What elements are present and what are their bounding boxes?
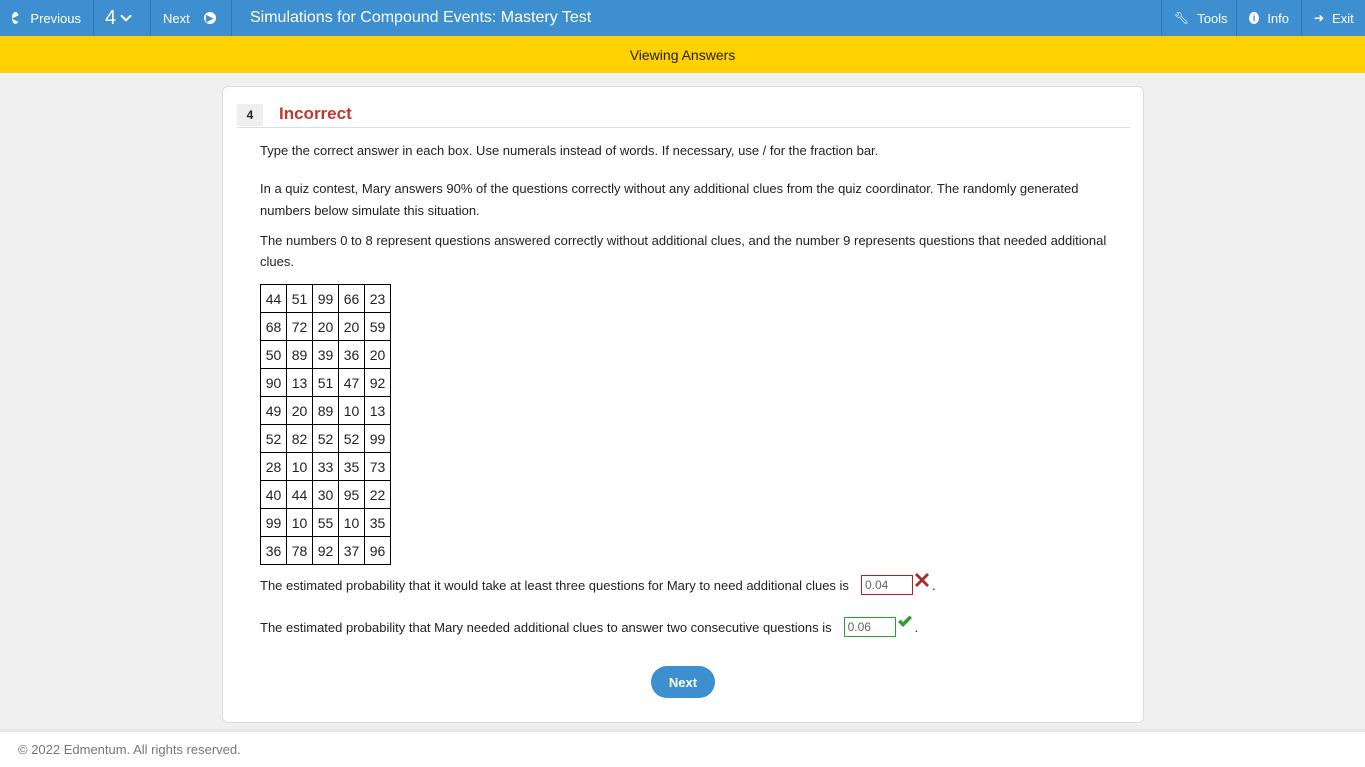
table-cell: 95 [339, 481, 365, 509]
question-header [237, 104, 1130, 128]
question-number: 4 [105, 6, 117, 29]
table-cell: 40 [261, 481, 287, 509]
table-row [261, 537, 391, 565]
page-title: Simulations for Compound Events: Mastery Test [250, 9, 592, 26]
table-cell: 52 [313, 425, 339, 453]
table-cell: 52 [261, 425, 287, 453]
table-cell: 20 [287, 397, 313, 425]
table-cell: 28 [261, 453, 287, 481]
correct-check-icon [896, 613, 914, 631]
answer-row-1 [260, 575, 936, 595]
table-cell: 44 [287, 481, 313, 509]
table-cell: 10 [339, 397, 365, 425]
table-cell: 20 [365, 341, 391, 369]
wrench-icon: 🔧︎ [1174, 11, 1190, 25]
table-row [261, 453, 391, 481]
arrow-left-circle-icon: ◀ [12, 12, 20, 23]
exit-button[interactable] [1301, 0, 1365, 36]
question-card [222, 86, 1144, 723]
copyright-text: © 2022 Edmentum. All rights reserved. [18, 742, 241, 757]
tools-label: Tools [1197, 10, 1228, 26]
table-cell: 37 [339, 537, 365, 565]
table-cell: 49 [261, 397, 287, 425]
table-row [261, 285, 391, 313]
answer-1-period: . [931, 577, 936, 593]
table-cell: 10 [287, 453, 313, 481]
table-cell: 78 [287, 537, 313, 565]
question-paragraph-2: The numbers 0 to 8 represent questions answered correctly without additional clues, and the number 9 represents questions that needed additional clues. [260, 233, 1107, 269]
arrow-right-circle-icon: ▶ [204, 12, 216, 24]
table-row [261, 425, 391, 453]
table-cell: 51 [287, 285, 313, 313]
table-cell: 22 [365, 481, 391, 509]
info-button[interactable] [1236, 0, 1301, 36]
incorrect-x-icon [913, 571, 931, 589]
table-cell: 35 [339, 453, 365, 481]
table-cell: 10 [287, 509, 313, 537]
table-cell: 55 [313, 509, 339, 537]
table-cell: 59 [365, 313, 391, 341]
table-cell: 33 [313, 453, 339, 481]
table-cell: 51 [313, 369, 339, 397]
random-numbers-table [260, 284, 391, 565]
table-cell: 39 [313, 341, 339, 369]
table-cell: 47 [339, 369, 365, 397]
table-cell: 82 [287, 425, 313, 453]
table-cell: 23 [365, 285, 391, 313]
table-cell: 20 [339, 313, 365, 341]
sign-out-icon: ➜ [1314, 11, 1325, 25]
next-toolbar-button[interactable] [151, 0, 232, 36]
answer-2-prompt: The estimated probability that Mary needed additional clues to answer two consecutive questions is [260, 619, 832, 635]
table-row [261, 369, 391, 397]
table-cell: 92 [313, 537, 339, 565]
table-row [261, 341, 391, 369]
next-button[interactable]: Next [651, 666, 715, 698]
answer-1-prompt: The estimated probability that it would take at least three questions for Mary to need additional clues is [260, 577, 849, 593]
table-cell: 44 [261, 285, 287, 313]
table-cell: 13 [365, 397, 391, 425]
table-row [261, 397, 391, 425]
tools-button[interactable] [1161, 0, 1236, 36]
next-label: Next [163, 10, 190, 26]
table-cell: 72 [287, 313, 313, 341]
table-cell: 90 [261, 369, 287, 397]
table-cell: 96 [365, 537, 391, 565]
banner-text: Viewing Answers [629, 46, 736, 63]
table-cell: 13 [287, 369, 313, 397]
table-cell: 50 [261, 341, 287, 369]
answer-2-input[interactable] [844, 617, 896, 637]
answer-1-input[interactable] [861, 575, 913, 595]
previous-label: Previous [30, 10, 81, 26]
table-cell: 30 [313, 481, 339, 509]
top-toolbar [0, 0, 1365, 36]
table-cell: 99 [261, 509, 287, 537]
question-selector[interactable] [94, 0, 151, 36]
table-cell: 35 [365, 509, 391, 537]
question-number-badge: 4 [237, 104, 263, 126]
instruction-text: Type the correct answer in each box. Use numerals instead of words. If necessary, use / for the fraction bar. [260, 143, 879, 158]
info-label: Info [1267, 10, 1289, 26]
question-paragraph-1: In a quiz contest, Mary answers 90% of the questions correctly without any additional clues from the quiz coordinator. The randomly generated numbers below simulate this situation. [260, 181, 1079, 218]
table-row [261, 313, 391, 341]
table-cell: 36 [261, 537, 287, 565]
table-cell: 89 [313, 397, 339, 425]
answer-2-period: . [914, 619, 919, 635]
table-cell: 92 [365, 369, 391, 397]
table-cell: 89 [287, 341, 313, 369]
exit-label: Exit [1332, 10, 1354, 26]
answer-row-2 [260, 617, 918, 637]
footer [0, 729, 1365, 767]
info-icon: i [1249, 12, 1259, 24]
table-cell: 99 [365, 425, 391, 453]
table-row [261, 509, 391, 537]
previous-button[interactable] [0, 0, 94, 36]
table-cell: 10 [339, 509, 365, 537]
table-cell: 66 [339, 285, 365, 313]
table-cell: 99 [313, 285, 339, 313]
table-cell: 52 [339, 425, 365, 453]
table-cell: 68 [261, 313, 287, 341]
result-status: Incorrect [279, 104, 352, 123]
viewing-answers-banner [0, 36, 1365, 73]
chevron-down-icon [120, 10, 131, 21]
table-cell: 20 [313, 313, 339, 341]
table-cell: 73 [365, 453, 391, 481]
table-cell: 36 [339, 341, 365, 369]
table-row [261, 481, 391, 509]
